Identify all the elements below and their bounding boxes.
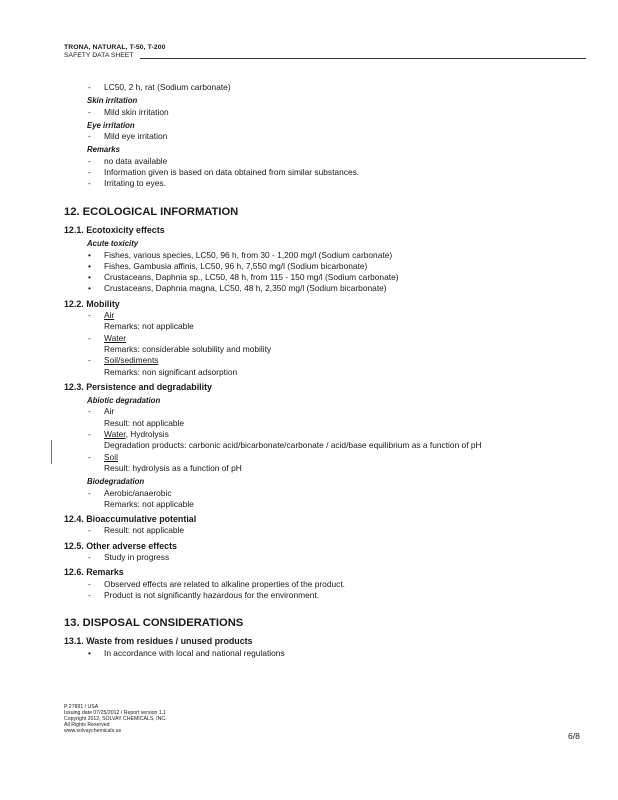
skin-irritation-label: Skin irritation xyxy=(87,96,138,106)
dash-marker: - xyxy=(88,167,91,178)
header-rule xyxy=(140,54,587,59)
subsection-heading: 12.4. Bioaccumulative potential xyxy=(64,514,197,525)
product-name: TRONA, NATURAL, T-50, T-200 xyxy=(64,44,166,51)
section-13-heading: 13. DISPOSAL CONSIDERATIONS xyxy=(64,617,244,630)
list-item: - LC50, 2 h, rat (Sodium carbonate) xyxy=(88,82,231,92)
dash-marker: - xyxy=(88,178,91,189)
remarks-text: Remarks: not applicable xyxy=(104,321,194,332)
dash-marker: - xyxy=(88,451,91,462)
dash-marker: - xyxy=(88,551,91,562)
biodegradation-label: Biodegradation xyxy=(87,477,145,487)
margin-mark xyxy=(51,440,52,464)
list-item: • Crustaceans, Daphnia sp., LC50, 48 h, from 115 - 150 mg/l (Sodium carbonate) xyxy=(88,272,399,283)
page-body xyxy=(64,82,574,659)
list-item: • Crustaceans, Daphnia magna, LC50, 48 h, 2,350 mg/l (Sodium bicarbonate) xyxy=(88,283,387,294)
dash-marker: - xyxy=(88,525,91,536)
list-item: - Soil/sediments xyxy=(88,355,159,366)
remarks-text: Remarks: non significant adsorption xyxy=(104,366,238,377)
subsection-heading: 12.1. Ecotoxicity effects xyxy=(64,224,165,235)
subsection-heading: 12.6. Remarks xyxy=(64,567,124,578)
result-text: Result: hydrolysis as a function of pH xyxy=(104,462,242,473)
list-item: - Mild eye irritation xyxy=(88,131,168,142)
remarks-text: Remarks: not applicable xyxy=(104,498,194,509)
dash-marker: - xyxy=(88,355,91,366)
subsection-heading: 12.2. Mobility xyxy=(64,298,120,309)
bullet-marker: • xyxy=(88,283,91,294)
page-footer xyxy=(64,704,167,734)
subsection-heading: 12.3. Persistence and degradability xyxy=(64,381,212,392)
bullet-marker: • xyxy=(88,249,91,260)
list-item: - Product is not significantly hazardous for the environment. xyxy=(88,589,320,600)
list-item: - Water xyxy=(88,332,127,343)
footer-line: All Rights Reserved xyxy=(64,722,110,729)
list-item: - Water, Hydrolysis xyxy=(88,429,169,440)
footer-line: www.solvaychemicals.us xyxy=(64,728,122,735)
abiotic-label: Abiotic degradation xyxy=(87,396,161,406)
remarks-text: Remarks: considerable solubility and mobility xyxy=(104,343,272,354)
dash-marker: - xyxy=(88,131,91,142)
subsection-heading: 12.5. Other adverse effects xyxy=(64,540,177,551)
list-item: - Air xyxy=(88,406,115,417)
dash-marker: - xyxy=(88,82,91,92)
dash-marker: - xyxy=(88,310,91,321)
dash-marker: - xyxy=(88,578,91,589)
list-item: - Irritating to eyes. xyxy=(88,178,166,189)
result-text: Degradation products: carbonic acid/bicarbonate/carbonate / acid/base equilibrium as a function of pH xyxy=(104,440,482,451)
list-item: - Result: not applicable xyxy=(88,525,185,536)
dash-marker: - xyxy=(88,106,91,117)
list-item: - Information given is based on data obtained from similar substances. xyxy=(88,167,360,178)
list-item: - Observed effects are related to alkaline properties of the product. xyxy=(88,578,345,589)
list-item: - Study in progress xyxy=(88,551,170,562)
subsection-heading: 13.1. Waste from residues / unused products xyxy=(64,636,253,647)
bullet-marker: • xyxy=(88,260,91,271)
section-12-heading: 12. ECOLOGICAL INFORMATION xyxy=(64,205,239,218)
list-item: - Air xyxy=(88,310,115,321)
remarks-label: Remarks xyxy=(87,145,120,155)
dash-marker: - xyxy=(88,406,91,417)
footer-line: P 27891 / USA xyxy=(64,704,99,710)
dash-marker: - xyxy=(88,487,91,498)
dash-marker: - xyxy=(88,332,91,343)
bullet-marker: • xyxy=(88,272,91,283)
list-item: • Fishes, Gambusia affinis, LC50, 96 h, 7,550 mg/l (Sodium bicarbonate) xyxy=(88,260,368,271)
dash-marker: - xyxy=(88,429,91,440)
dash-marker: - xyxy=(88,589,91,600)
document-type: SAFETY DATA SHEET xyxy=(64,52,134,59)
dash-marker: - xyxy=(88,155,91,166)
footer-line: Issuing date 07/25/2012 / Report version 1.1 xyxy=(64,710,167,717)
list-item: • Fishes, various species, LC50, 96 h, from 30 - 1,200 mg/l (Sodium carbonate) xyxy=(88,249,393,260)
acute-toxicity-label: Acute toxicity xyxy=(87,239,139,249)
list-item: - Mild skin irritation xyxy=(88,106,169,117)
bullet-marker: • xyxy=(88,647,91,658)
eye-irritation-label: Eye irritation xyxy=(87,120,135,130)
result-text: Result: not applicable xyxy=(104,417,185,428)
footer-line: Copyright 2012, SOLVAY CHEMICALS, INC. xyxy=(64,716,167,723)
list-item: - Soil xyxy=(88,451,118,462)
list-item: - Aerobic/anaerobic xyxy=(88,487,172,498)
page-number: 6/8 xyxy=(568,731,580,741)
page-header xyxy=(64,44,586,59)
list-item: • In accordance with local and national regulations xyxy=(88,647,285,658)
list-item: - no data available xyxy=(88,155,168,166)
